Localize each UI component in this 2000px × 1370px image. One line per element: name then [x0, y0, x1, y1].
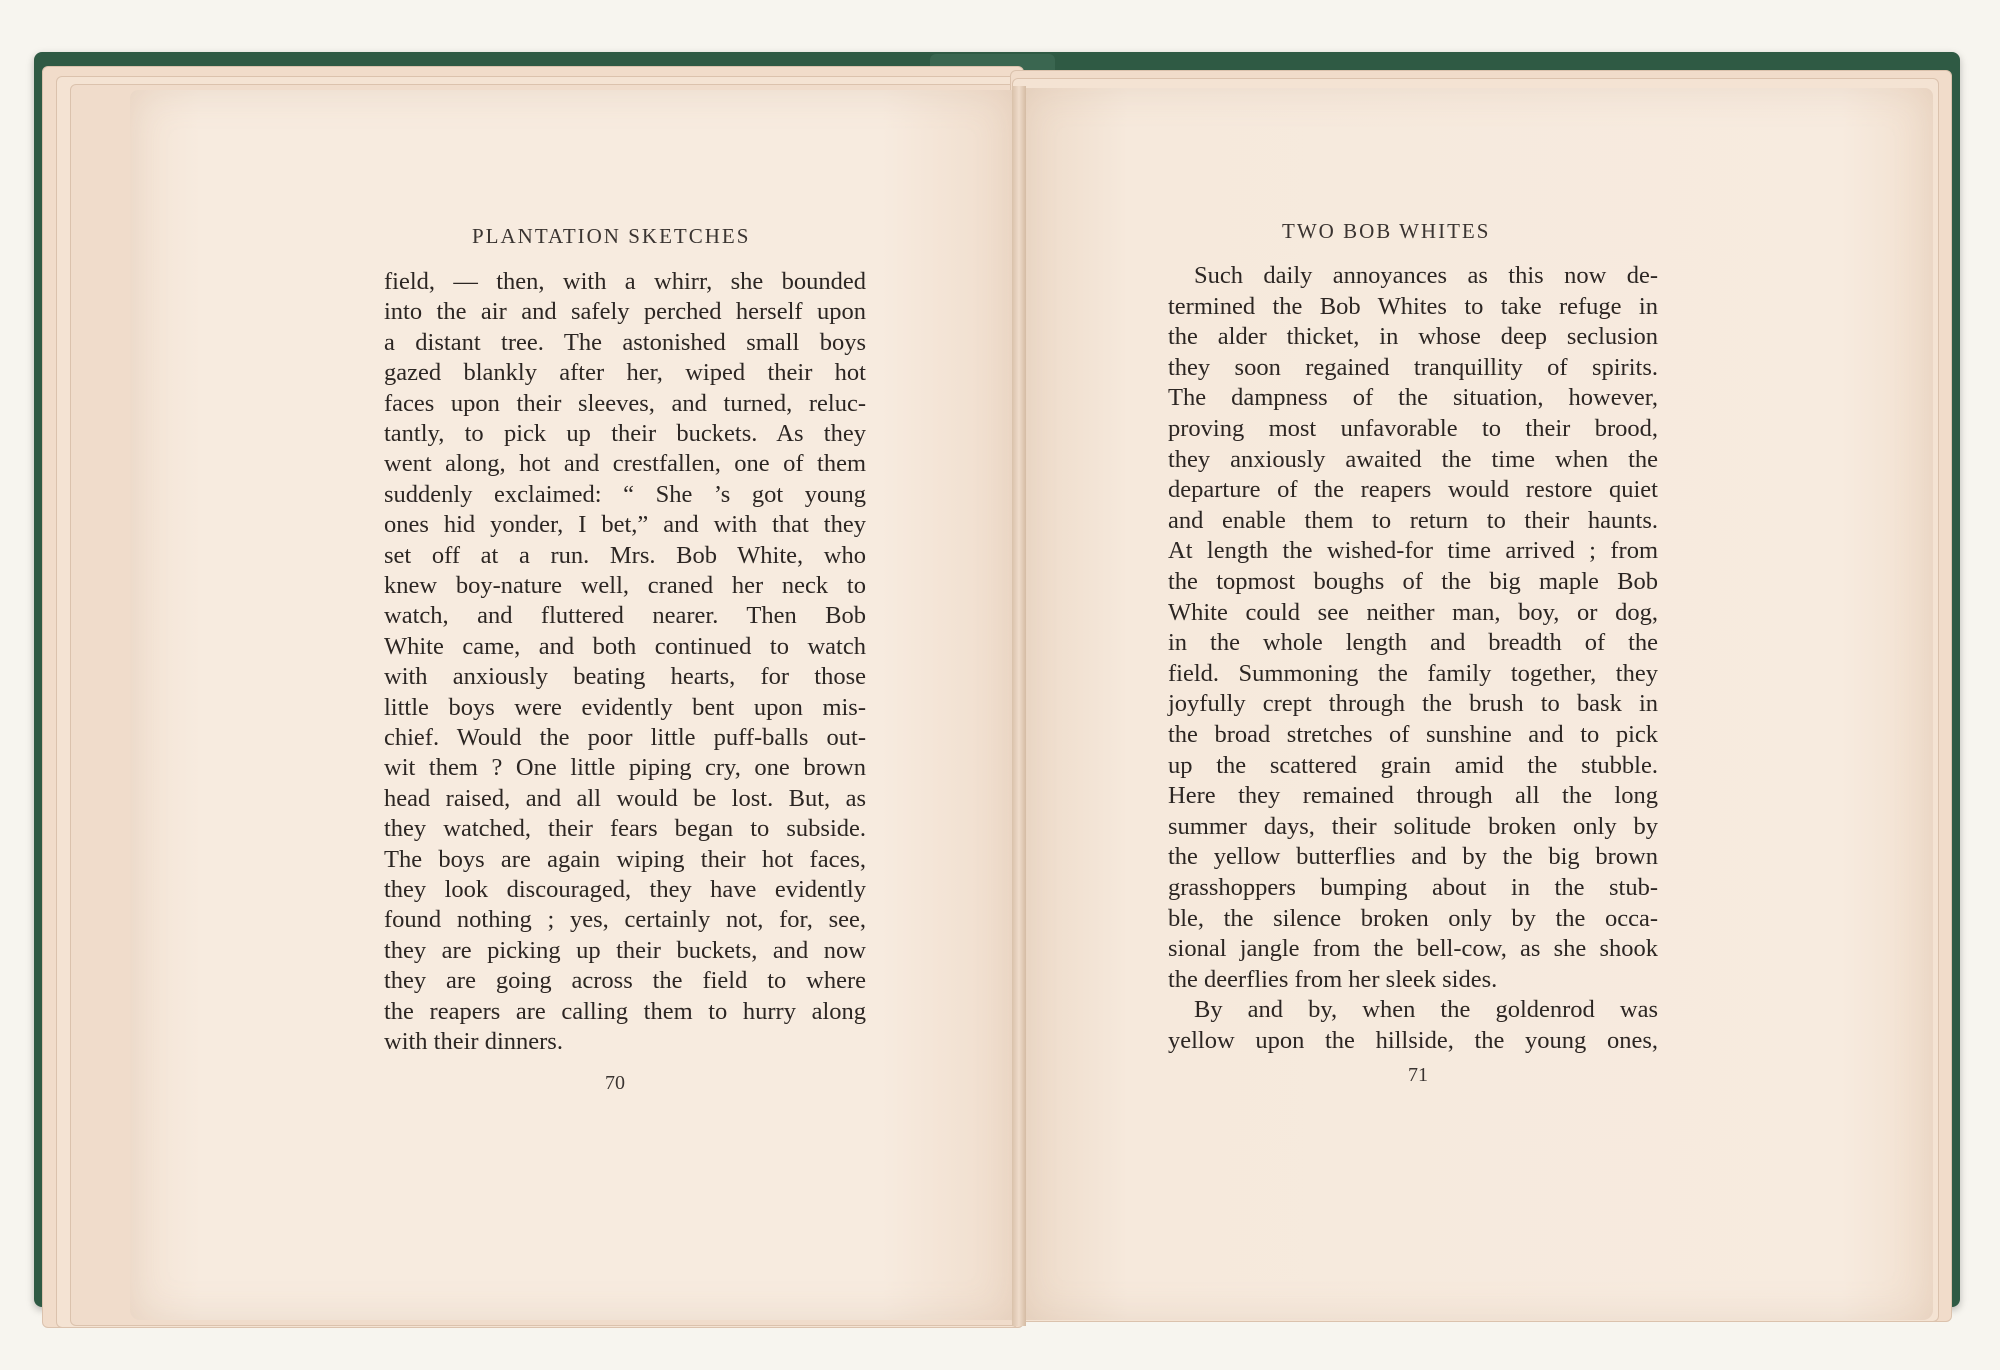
left-page-line: chief. Would the poor little puff-balls out- — [384, 724, 866, 751]
right-page-line: departure of the reapers would restore quiet — [1168, 476, 1658, 504]
right-page-line: proving most unfavorable to their brood, — [1168, 415, 1658, 442]
left-page-line: White came, and both continued to watch — [384, 632, 866, 660]
right-page-line: joyfully crept through the brush to bask in — [1168, 690, 1658, 718]
right-page-line: grasshoppers bumping about in the stub- — [1168, 874, 1658, 901]
left-page-line: found nothing ; yes, certainly not, for, see, — [384, 906, 866, 934]
left-page-line: tantly, to pick up their buckets. As they — [384, 420, 866, 447]
left-page-number: 70 — [605, 1072, 625, 1094]
left-page-line: they are going across the field to where — [384, 967, 866, 995]
left-page-line: little boys were evidently bent upon mis- — [384, 693, 866, 721]
left-page-line: ones hid yonder, I bet,” and with that they — [384, 511, 866, 539]
right-page-line: and enable them to return to their haunts. — [1168, 506, 1658, 534]
left-page-line: they look discouraged, they have evidently — [384, 876, 866, 903]
right-page-line: the broad stretches of sunshine and to pick — [1168, 721, 1658, 748]
right-page-line: up the scattered grain amid the stubble. — [1168, 751, 1658, 779]
right-page-line: they soon regained tranquillity of spirits. — [1168, 353, 1658, 381]
left-page-line: suddenly exclaimed: “ She ’s got young — [384, 480, 866, 508]
left-page-line: wit them ? One little piping cry, one brown — [384, 754, 866, 782]
left-page-line: into the air and safely perched herself upon — [384, 298, 866, 326]
left-page-line: with their dinners. — [384, 1028, 563, 1055]
right-running-head: TWO BOB WHITES — [1282, 219, 1491, 243]
right-page-line: in the whole length and breadth of the — [1168, 629, 1658, 657]
left-page-line: a distant tree. The astonished small boys — [384, 328, 866, 356]
right-page-line: White could see neither man, boy, or dog, — [1168, 598, 1658, 626]
left-page-line: The boys are again wiping their hot faces, — [384, 845, 866, 873]
left-page-line: watch, and fluttered nearer. Then Bob — [384, 602, 866, 630]
left-page-line: gazed blankly after her, wiped their hot — [384, 359, 866, 387]
left-page-line: the reapers are calling them to hurry along — [384, 997, 866, 1025]
right-page-line: Here they remained through all the long — [1168, 782, 1658, 810]
right-page-line: the yellow butterflies and by the big brown — [1168, 843, 1658, 871]
right-page-line: field. Summoning the family together, they — [1168, 659, 1658, 687]
left-running-head: PLANTATION SKETCHES — [472, 224, 751, 248]
right-page-line: they anxiously awaited the time when the — [1168, 445, 1658, 473]
right-page-line: the alder thicket, in whose deep seclusion — [1168, 323, 1658, 351]
left-page-line: faces upon their sleeves, and turned, reluc- — [384, 389, 866, 417]
right-page-number: 71 — [1408, 1064, 1428, 1086]
right-page-line: The dampness of the situation, however, — [1168, 384, 1658, 412]
right-page-line: the topmost boughs of the big maple Bob — [1168, 568, 1658, 595]
left-page-line: field, — then, with a whirr, she bounded — [384, 268, 866, 295]
right-page-line: By and by, when the goldenrod was — [1194, 996, 1658, 1024]
right-page-line: Such daily annoyances as this now de- — [1194, 262, 1658, 289]
left-page-line: head raised, and all would be lost. But, as — [384, 784, 866, 812]
book-gutter — [1012, 86, 1026, 1326]
right-page-line: summer days, their solitude broken only by — [1168, 812, 1658, 840]
right-page-line: At length the wished-for time arrived ; from — [1168, 537, 1658, 565]
right-page-line: the deerflies from her sleek sides. — [1168, 965, 1498, 993]
left-page-line: they are picking up their buckets, and now — [384, 936, 866, 964]
right-page-line: sional jangle from the bell-cow, as she shook — [1168, 935, 1658, 963]
left-page-line: knew boy-nature well, craned her neck to — [384, 572, 866, 599]
left-page-line: with anxiously beating hearts, for those — [384, 663, 866, 691]
right-page-line: ble, the silence broken only by the occa- — [1168, 904, 1658, 932]
left-page-line: went along, hot and crestfallen, one of them — [384, 450, 866, 478]
left-page-line: set off at a run. Mrs. Bob White, who — [384, 541, 866, 569]
right-page-line: yellow upon the hillside, the young ones, — [1168, 1027, 1658, 1054]
left-page-line: they watched, their fears began to subside. — [384, 815, 866, 843]
right-page-line: termined the Bob Whites to take refuge in — [1168, 292, 1658, 320]
